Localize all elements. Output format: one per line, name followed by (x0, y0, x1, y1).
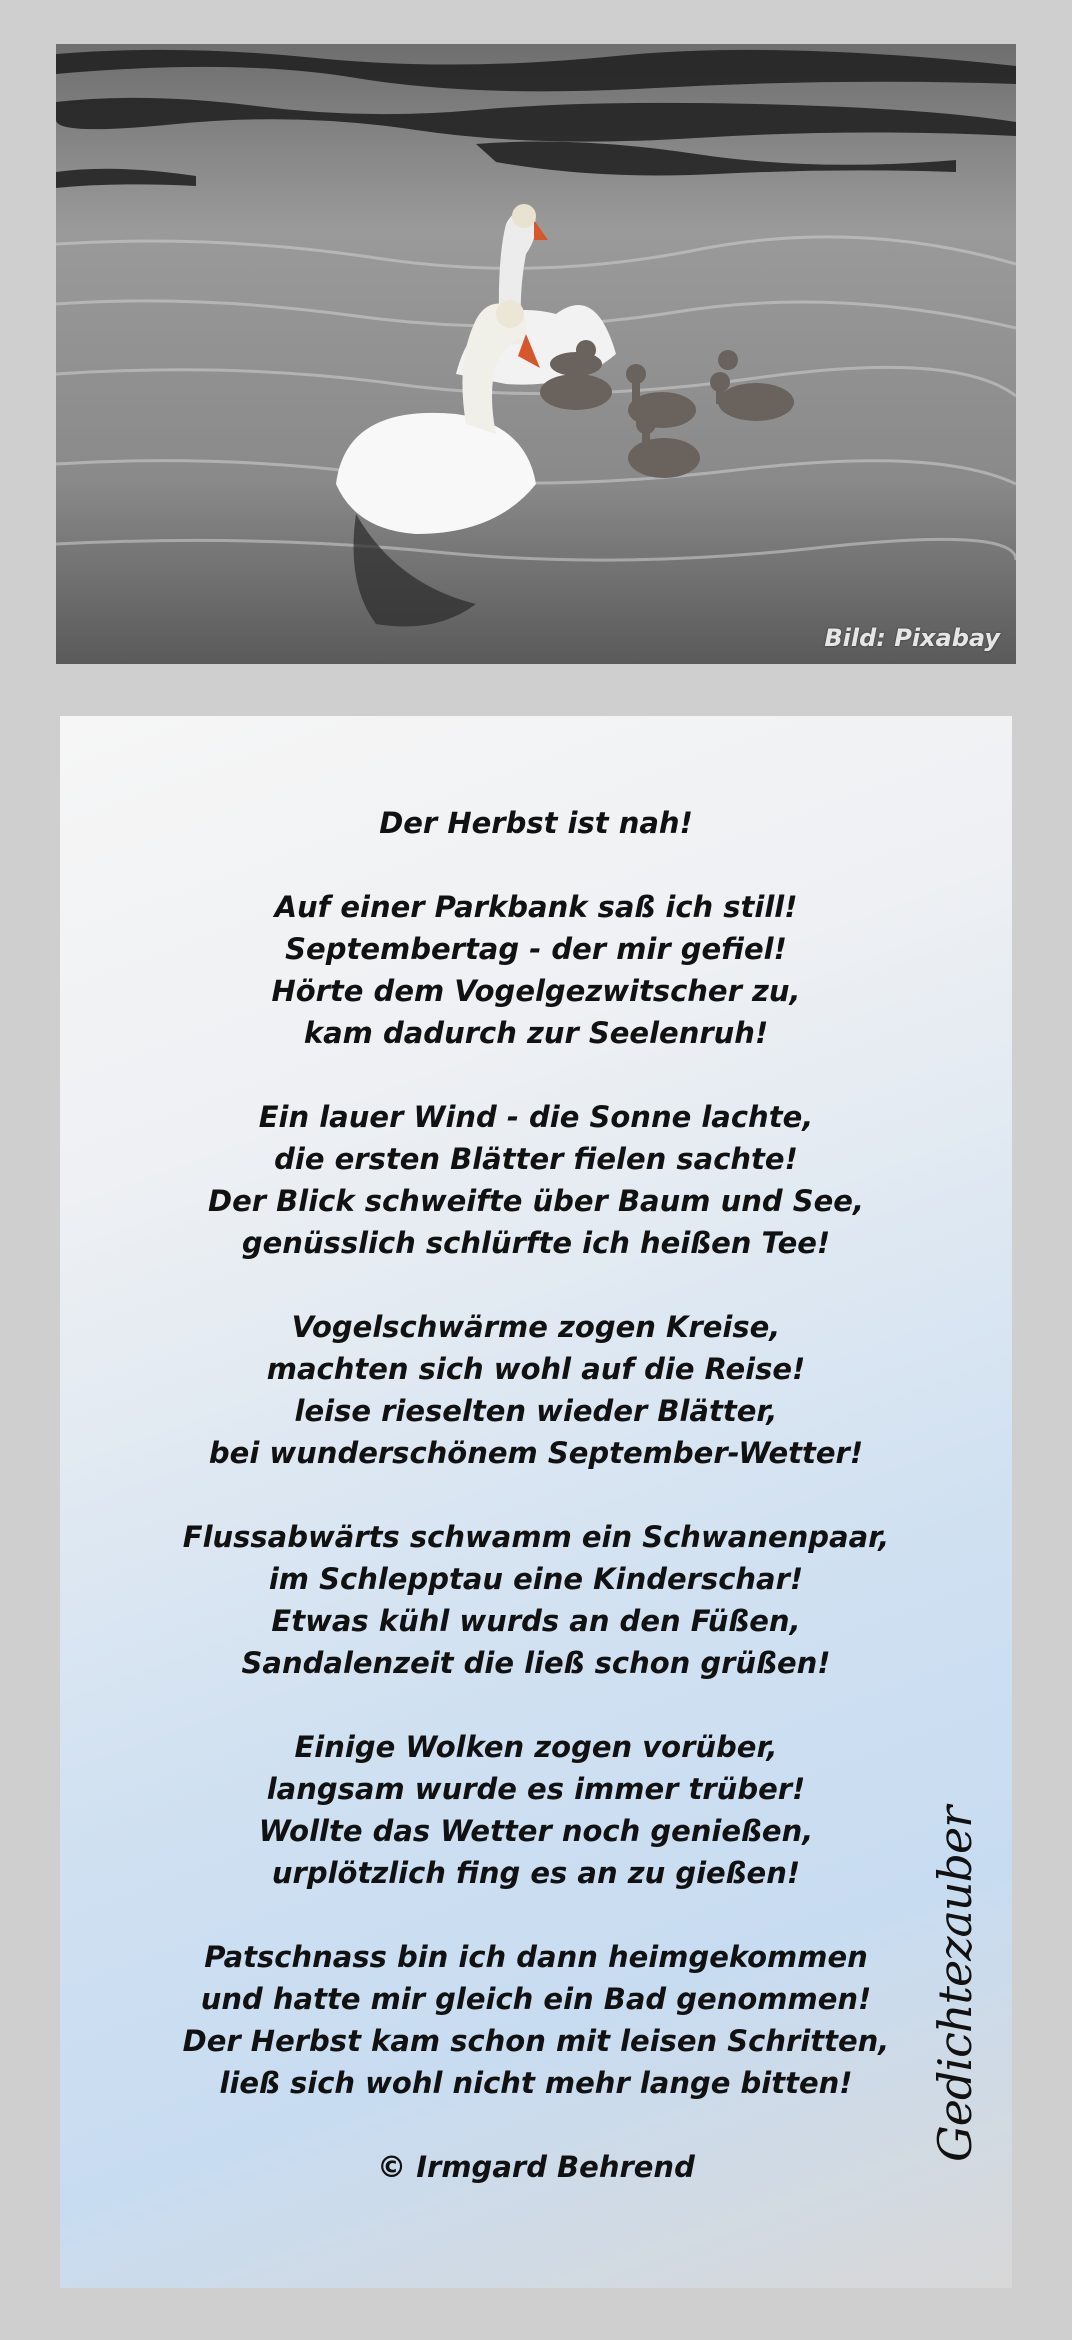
stanza-2 (60, 1096, 1012, 1264)
poem-line: Patschnass bin ich dann heimgekommen (204, 1940, 868, 1974)
poem-line: Sandalenzeit die ließ schon grüßen! (241, 1646, 831, 1680)
poem-line: und hatte mir gleich ein Bad genommen! (200, 1982, 872, 2016)
poem-line: Flussabwärts schwamm ein Schwanenpaar, (182, 1520, 890, 1554)
poem-line: Der Herbst kam schon mit leisen Schritten, (182, 2024, 890, 2058)
poem-title: Der Herbst ist nah! (379, 806, 693, 840)
poem-line: Hörte dem Vogelgezwitscher zu, (271, 974, 801, 1008)
poem-line: Der Blick schweifte über Baum und See, (208, 1184, 864, 1218)
poem-line: Etwas kühl wurds an den Füßen, (271, 1604, 801, 1638)
stanza-1 (60, 886, 1012, 1054)
poem-author: © Irmgard Behrend (377, 2150, 695, 2184)
poem-line: bei wunderschönem September-Wetter! (208, 1436, 864, 1470)
poem-card (60, 716, 1012, 2288)
stanza-5 (60, 1726, 1012, 1894)
stanza-3 (60, 1306, 1012, 1474)
stanza-6 (60, 1936, 1012, 2104)
swan-photo (56, 44, 1016, 664)
poem-line: im Schlepptau eine Kinderschar! (268, 1562, 804, 1596)
poem-line: Septembertag - der mir gefiel! (285, 932, 787, 966)
poem-line: ließ sich wohl nicht mehr lange bitten! (219, 2066, 853, 2100)
poem-line: Ein lauer Wind - die Sonne lachte, (258, 1100, 814, 1134)
poem-line: die ersten Blätter fielen sachte! (274, 1142, 798, 1176)
image-credit: Bild: Pixabay (824, 624, 1000, 652)
poem-line: urplötzlich fing es an zu gießen! (271, 1856, 801, 1890)
poem-line: leise rieselten wieder Blätter, (294, 1394, 778, 1428)
poem-line: Einige Wolken zogen vorüber, (294, 1730, 778, 1764)
poem-line: machten sich wohl auf die Reise! (266, 1352, 806, 1386)
poem-line: Wollte das Wetter noch genießen, (258, 1814, 814, 1848)
signature-watermark: Gedichtezauber (928, 1806, 982, 2162)
poem-line: kam dadurch zur Seelenruh! (303, 1016, 769, 1050)
poem-line: langsam wurde es immer trüber! (266, 1772, 806, 1806)
swan-lake-image (56, 44, 1016, 664)
poem-line: Vogelschwärme zogen Kreise, (291, 1310, 781, 1344)
stanza-4 (60, 1516, 1012, 1684)
poem (60, 802, 1012, 2188)
poem-line: Auf einer Parkbank saß ich still! (274, 890, 798, 924)
poem-line: genüsslich schlürfte ich heißen Tee! (241, 1226, 831, 1260)
